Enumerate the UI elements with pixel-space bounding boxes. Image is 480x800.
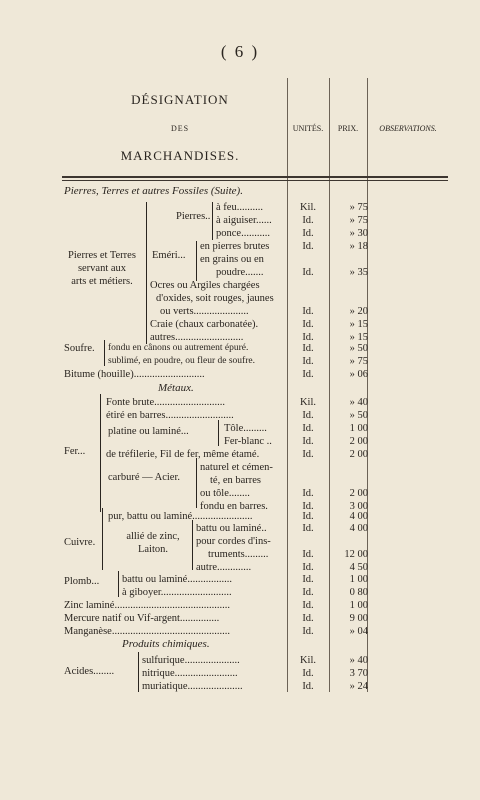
row-label: ou tôle........: [200, 488, 250, 499]
row-unit: Kil.: [299, 202, 317, 213]
table-row: [0, 599, 480, 612]
row-price: 2 00: [349, 436, 368, 447]
header-marchandises: MARCHANDISES.: [120, 148, 240, 163]
row-label: poudre.......: [216, 267, 264, 278]
header-des: DES: [170, 124, 190, 133]
table-row: [0, 625, 480, 638]
row-unit: Id.: [302, 549, 314, 560]
row-label: muriatique.....................: [142, 681, 243, 692]
row-price: 1 00: [349, 423, 368, 434]
row-price: 3 70: [349, 668, 368, 679]
row-unit: Id.: [302, 511, 314, 522]
group-soufre: Soufre.: [64, 343, 95, 354]
row-unit: Id.: [302, 343, 314, 354]
table-row: [0, 253, 480, 266]
row-unit: Id.: [302, 587, 314, 598]
row-label: truments.........: [208, 549, 269, 560]
header-designation: DÉSIGNATION: [131, 92, 229, 107]
row-label: sublimé, en poudre, ou fleur de soufre.: [108, 356, 255, 366]
row-label: Zinc laminé............................................: [64, 600, 230, 611]
row-price: 0 80: [349, 587, 368, 598]
row-price: » 15: [349, 319, 368, 330]
row-unit: Id.: [302, 488, 314, 499]
row-label: Mercure natif ou Vif-argent...............: [64, 613, 220, 624]
table-row: [0, 680, 480, 693]
row-price: » 75: [349, 356, 368, 367]
section-pierres: Pierres, Terres et autres Fossiles (Suite).: [64, 185, 243, 197]
row-price: » 50: [349, 410, 368, 421]
row-unit: Id.: [302, 668, 314, 679]
row-label: Tôle.........: [224, 423, 267, 434]
group-acides: Acides........: [64, 666, 115, 677]
section-metaux: Métaux.: [158, 382, 194, 394]
table-row: [0, 461, 480, 474]
header-unites: UNITÉS.: [292, 124, 324, 133]
row-unit: Id.: [302, 574, 314, 585]
row-unit: Id.: [302, 228, 314, 239]
row-label: pour cordes d'ins-: [196, 536, 271, 547]
row-label: à feu..........: [216, 202, 263, 213]
row-unit: Kil.: [299, 655, 317, 666]
row-price: » 18: [349, 241, 368, 252]
row-unit: Id.: [302, 600, 314, 611]
row-unit: Id.: [302, 356, 314, 367]
row-label: té, en barres: [210, 475, 262, 486]
row-label: autre.............: [196, 562, 252, 573]
table-row: [0, 435, 480, 448]
row-price: » 40: [349, 397, 368, 408]
table-row: [0, 573, 480, 586]
row-price: 4 50: [349, 562, 368, 573]
row-label: à giboyer...........................: [122, 587, 232, 598]
table-row: [0, 305, 480, 318]
row-price: 9 00: [349, 613, 368, 624]
table-row: [0, 292, 480, 305]
row-price: 12 00: [344, 549, 368, 560]
row-label: naturel et cémen-: [200, 462, 273, 473]
group-plomb: Plomb...: [64, 576, 100, 587]
row-unit: Id.: [302, 449, 314, 460]
header-observations: OBSERVATIONS.: [379, 124, 437, 133]
group-emeri: Eméri...: [152, 250, 186, 261]
row-label: à aiguiser......: [216, 215, 272, 226]
row-price: » 30: [349, 228, 368, 239]
table-row: [0, 448, 480, 461]
table-row: [0, 522, 480, 535]
row-label: pur, battu ou laminé.......................: [108, 511, 253, 522]
row-price: 2 00: [349, 449, 368, 460]
row-label: d'oxides, soit rouges, jaunes: [156, 293, 274, 304]
table-row: [0, 612, 480, 625]
row-label: Fer-blanc ..: [224, 436, 272, 447]
table-row: [0, 654, 480, 667]
row-price: 2 00: [349, 488, 368, 499]
row-price: » 24: [349, 681, 368, 692]
row-label: battu ou laminé..: [196, 523, 267, 534]
row-label: Manganèse.............................................: [64, 626, 230, 637]
row-label: ou verts.....................: [160, 306, 249, 317]
table-row: [0, 535, 480, 548]
row-unit: Id.: [302, 215, 314, 226]
table-row: [0, 201, 480, 214]
page-number: ( 6 ): [220, 42, 260, 61]
group-cuivre: Cuivre.: [64, 537, 96, 548]
table-row: [0, 396, 480, 409]
row-label: étiré en barres..........................: [106, 410, 234, 421]
row-label: Fonte brute...........................: [106, 397, 225, 408]
table-row: [0, 548, 480, 561]
row-price: » 35: [349, 267, 368, 278]
header-rule: [62, 176, 448, 178]
row-price: 1 00: [349, 574, 368, 585]
row-label: fondu en cânons ou autrement épuré.: [108, 343, 249, 353]
table-row: [0, 368, 480, 381]
section-produits: Produits chimiques.: [122, 638, 210, 650]
row-label: sulfurique.....................: [142, 655, 240, 666]
row-price: » 50: [349, 343, 368, 354]
table-row: [0, 318, 480, 331]
row-price: » 75: [349, 215, 368, 226]
header-rule: [62, 180, 448, 181]
group-allie: allié de zinc, Laiton.: [126, 531, 180, 555]
row-price: 4 00: [349, 511, 368, 522]
row-price: » 40: [349, 655, 368, 666]
table-row: [0, 422, 480, 435]
table-row: [0, 227, 480, 240]
row-price: 3 00: [349, 501, 368, 512]
row-unit: Id.: [302, 681, 314, 692]
table-row: [0, 487, 480, 500]
row-unit: Id.: [302, 319, 314, 330]
row-price: » 20: [349, 306, 368, 317]
row-unit: Id.: [302, 626, 314, 637]
table-row: [0, 342, 480, 355]
row-label: nitrique........................: [142, 668, 238, 679]
row-label: autres..........................: [150, 332, 244, 343]
table-row: [0, 667, 480, 680]
group-acier: carburé — Acier.: [108, 472, 181, 483]
row-label: Ocres ou Argiles chargées: [150, 280, 260, 291]
row-unit: Id.: [302, 369, 314, 380]
row-unit: Id.: [302, 267, 314, 278]
row-label: fondu en barres.: [200, 501, 268, 512]
row-unit: Kil.: [299, 397, 317, 408]
row-label: en grains ou en: [200, 254, 264, 265]
table-row: [0, 240, 480, 253]
table-row: [0, 266, 480, 279]
row-price: 4 00: [349, 523, 368, 534]
row-price: » 04: [349, 626, 368, 637]
row-label: ponce...........: [216, 228, 270, 239]
row-label: de tréfilerie, Fil de fer, même étamé.: [106, 449, 260, 460]
table-row: [0, 474, 480, 487]
row-unit: Id.: [302, 332, 314, 343]
row-price: » 75: [349, 202, 368, 213]
table-row: [0, 214, 480, 227]
row-price: 1 00: [349, 600, 368, 611]
row-unit: Id.: [302, 613, 314, 624]
group-pierres: Pierres..: [176, 211, 211, 222]
row-label: en pierres brutes: [200, 241, 270, 252]
row-unit: Id.: [302, 562, 314, 573]
row-unit: Id.: [302, 436, 314, 447]
table-row: [0, 409, 480, 422]
header-prix: PRIX.: [337, 124, 359, 133]
group-pierres-terres: Pierres et Terres servant aux arts et métiers.: [68, 250, 136, 287]
table-row: [0, 279, 480, 292]
row-label: Bitume (houille)...........................: [64, 369, 205, 380]
row-unit: Id.: [302, 306, 314, 317]
row-label: battu ou laminé.................: [122, 574, 232, 585]
row-unit: Id.: [302, 501, 314, 512]
row-price: » 15: [349, 332, 368, 343]
row-unit: Id.: [302, 241, 314, 252]
group-fer: Fer...: [64, 446, 86, 457]
row-unit: Id.: [302, 523, 314, 534]
table-row: [0, 355, 480, 368]
table-row: [0, 586, 480, 599]
row-label: Craie (chaux carbonatée).: [150, 319, 259, 330]
row-price: » 06: [349, 369, 368, 380]
row-unit: Id.: [302, 410, 314, 421]
group-platine: platine ou laminé...: [108, 426, 189, 437]
row-unit: Id.: [302, 423, 314, 434]
